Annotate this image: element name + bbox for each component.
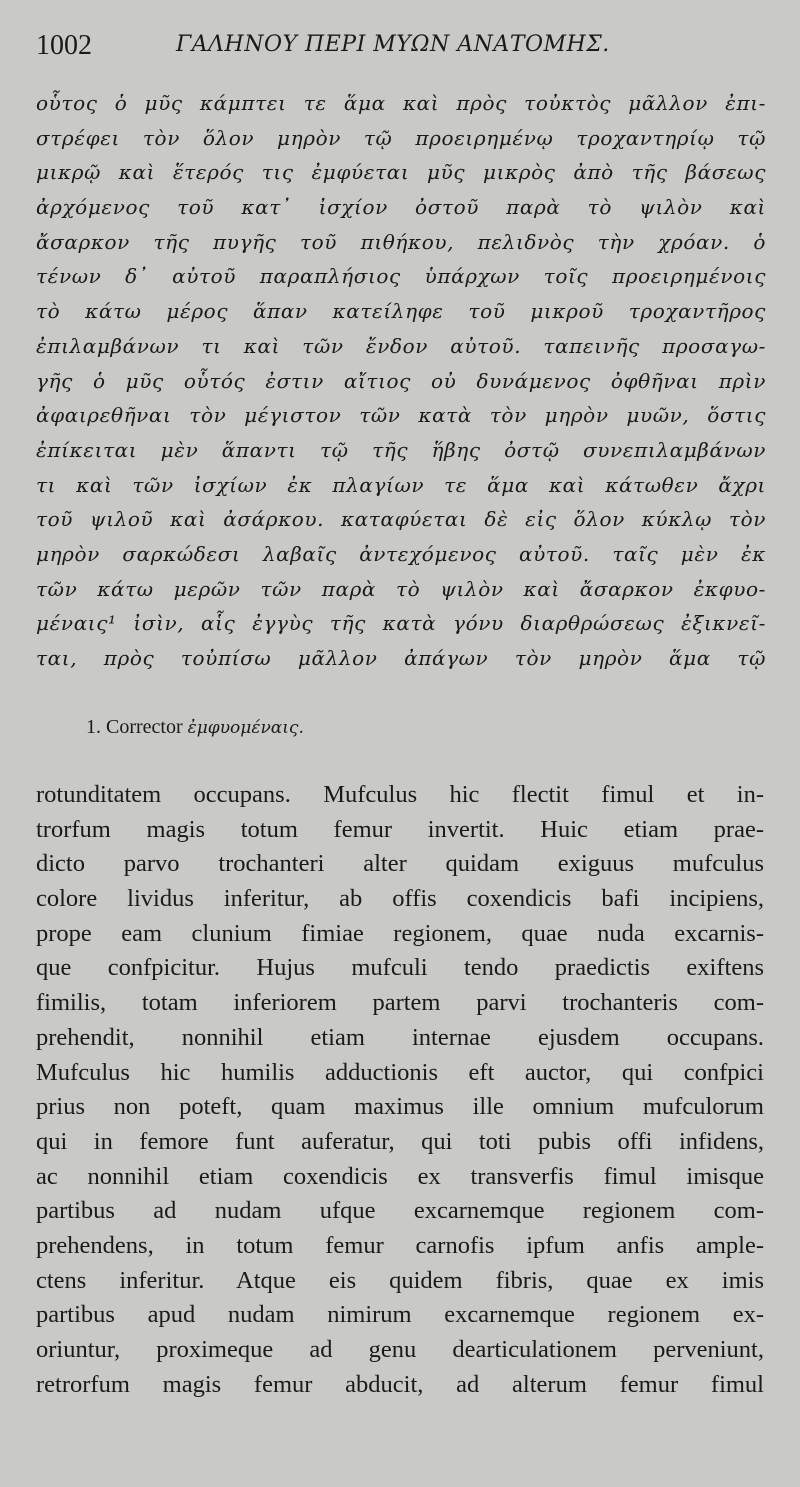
latin-line: colore lividus inferitur, ab offis coxendicis bafi incipiens, bbox=[36, 885, 764, 913]
greek-line: τοῦ ψιλοῦ καὶ ἀσάρκου. καταφύεται δὲ εἰς ὅλον κύκλῳ τὸν bbox=[36, 507, 766, 532]
greek-line: ἄσαρκον τῆς πυγῆς τοῦ πιθήκου, πελιδνὸς τὴν χρόαν. ὁ bbox=[36, 229, 766, 254]
greek-line: τι καὶ τῶν ἰσχίων ἐκ πλαγίων τε ἅμα καὶ κάτωθεν ἄχρι bbox=[36, 472, 766, 497]
footnote-number: 1. bbox=[86, 716, 101, 738]
page-number: 1002 bbox=[36, 30, 92, 61]
greek-line: οὗτος ὁ μῦς κάμπτει τε ἅμα καὶ πρὸς τοὐκτὸς μᾶλλον ἐπι- bbox=[36, 91, 766, 115]
latin-line: Mufculus hic humilis adductionis eft auctor, qui confpici bbox=[36, 1058, 764, 1086]
latin-line: trorfum magis totum femur invertit. Huic etiam prae- bbox=[36, 815, 764, 843]
latin-line: ac nonnihil etiam coxendicis ex transverfis fimul imisque bbox=[36, 1162, 764, 1190]
latin-line: prope eam clunium fimiae regionem, quae nuda excarnis- bbox=[36, 919, 764, 947]
greek-line: τένων δ᾽ αὐτοῦ παραπλήσιος ὑπάρχων τοῖς προειρημένοις bbox=[36, 264, 766, 289]
latin-line: retrorfum magis femur abducit, ad alterum femur fimul bbox=[36, 1370, 764, 1398]
latin-line: que confpicitur. Hujus mufculi tendo praedictis exiftens bbox=[36, 954, 764, 982]
greek-line: ἐπίκειται μὲν ἅπαντι τῷ τῆς ἥβης ὀστῷ συνεπιλαμβάνων bbox=[36, 437, 766, 462]
footnote-greek: ἐμφυομέναις. bbox=[187, 718, 304, 738]
greek-line: μηρὸν σαρκώδεσι λαβαῖς ἀντεχόμενος αὐτοῦ. ταῖς μὲν ἐκ bbox=[36, 541, 766, 566]
greek-text-block bbox=[36, 86, 766, 676]
greek-line: τὸ κάτω μέρος ἅπαν κατείληφε τοῦ μικροῦ τροχαντῆρος bbox=[36, 299, 766, 324]
greek-line: ἀρχόμενος τοῦ κατ᾽ ἰσχίον ὀστοῦ παρὰ τὸ ψιλὸν καὶ bbox=[36, 195, 766, 220]
latin-line: prehendens, in totum femur carnofis ipfum anfis ample- bbox=[36, 1231, 764, 1259]
page-header bbox=[36, 30, 770, 64]
latin-line: rotunditatem occupans. Mufculus hic flectit fimul et in- bbox=[36, 781, 764, 808]
greek-line: μέναις¹ ἰσὶν, αἷς ἐγγὺς τῆς κατὰ γόνυ διαρθρώσεως ἐξικνεῖ- bbox=[36, 611, 766, 636]
greek-line: ἐπιλαμβάνων τι καὶ τῶν ἔνδον αὐτοῦ. ταπεινῆς προσαγω- bbox=[36, 333, 766, 358]
greek-line: ται, πρὸς τοὐπίσω μᾶλλον ἀπάγων τὸν μηρὸν ἅμα τῷ bbox=[36, 646, 766, 670]
footnote bbox=[86, 716, 304, 739]
running-head: ΓΑΛΗΝΟΥ ΠΕΡΙ ΜΥΩΝ ΑΝΑΤΟΜΗΣ. bbox=[176, 32, 610, 57]
latin-line: oriuntur, proximeque ad genu dearticulationem perveniunt, bbox=[36, 1336, 764, 1363]
latin-line: partibus apud nudam nimirum excarnemque regionem ex- bbox=[36, 1301, 764, 1329]
latin-line: partibus ad nudam ufque excarnemque regionem com- bbox=[36, 1197, 764, 1225]
greek-line: τῶν κάτω μερῶν τῶν παρὰ τὸ ψιλὸν καὶ ἄσαρκον ἐκφυο- bbox=[36, 576, 766, 601]
footnote-label: Corrector bbox=[106, 716, 183, 738]
latin-line: prius non poteft, quam maximus ille omnium mufculorum bbox=[36, 1093, 764, 1121]
latin-line: qui in femore funt auferatur, qui toti pubis offi infidens, bbox=[36, 1127, 764, 1155]
latin-line: fimilis, totam inferiorem partem parvi trochanteris com- bbox=[36, 989, 764, 1017]
latin-text-block bbox=[36, 778, 764, 1402]
latin-line: ctens inferitur. Atque eis quidem fibris, quae ex imis bbox=[36, 1266, 764, 1294]
greek-line: μικρῷ καὶ ἕτερός τις ἐμφύεται μῦς μικρὸς ἀπὸ τῆς βάσεως bbox=[36, 160, 766, 185]
latin-line: prehendit, nonnihil etiam internae ejusdem occupans. bbox=[36, 1023, 764, 1051]
greek-line: γῆς ὁ μῦς οὗτός ἐστιν αἴτιος οὐ δυνάμενος ὀφθῆναι πρὶν bbox=[36, 368, 766, 393]
greek-line: ἀφαιρεθῆναι τὸν μέγιστον τῶν κατὰ τὸν μηρὸν μυῶν, ὅστις bbox=[36, 403, 766, 428]
greek-line: στρέφει τὸν ὅλον μηρὸν τῷ προειρημένῳ τροχαντηρίῳ τῷ bbox=[36, 125, 766, 150]
latin-line: dicto parvo trochanteri alter quidam exiguus mufculus bbox=[36, 850, 764, 878]
